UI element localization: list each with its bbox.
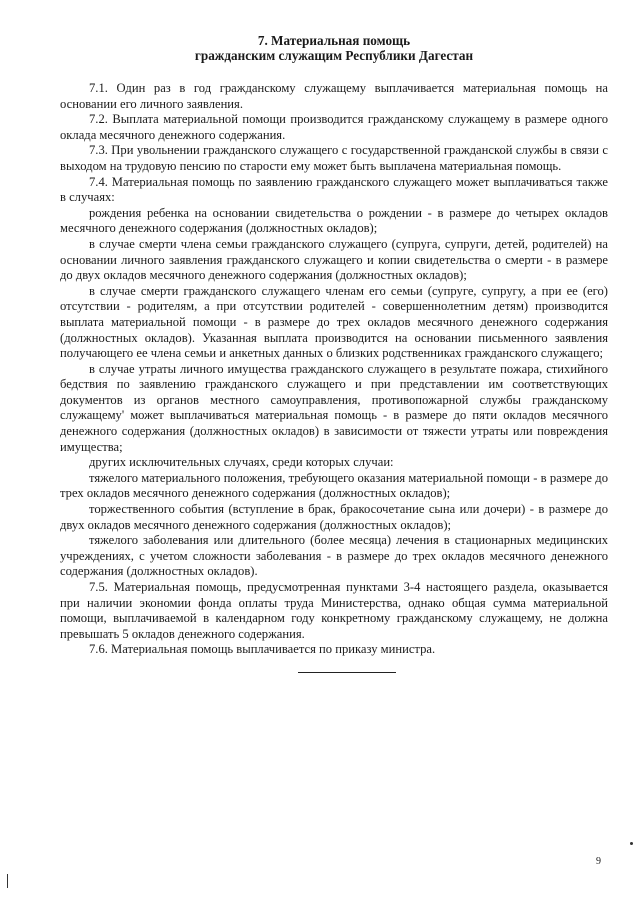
scan-mark-right bbox=[630, 842, 633, 845]
section-title-line-1: 7. Материальная помощь bbox=[257, 33, 411, 48]
scan-mark-left bbox=[7, 874, 8, 888]
paragraph-case-hardship: тяжелого материального положения, требующего оказания материальной помощи - в размере до трех окладов месячного денежного содержания (должностных окладов); bbox=[60, 470, 608, 501]
paragraph-case-celebration: торжественного события (вступление в брак, бракосочетание сына или дочери) - в размере до двух окладов месячного денежного содержания (должностных окладов); bbox=[60, 502, 608, 532]
paragraph-case-property-loss: в случае утраты личного имущества гражданского служащего в результате пожара, стихийного бедствия по заявлению гражданского служащего и при представлении им соответствующих документов из органов местного самоуправления, противопожарной службы гражданскому служащему' может выплачиваться материальная помощь - в размере до пяти окладов месячного денежного содержания (должностных окладов) в зависимости от тяжести утраты или повреждения имущества; bbox=[60, 361, 608, 454]
paragraph-7-1: 7.1. Один раз в год гражданскому служащему выплачивается материальная помощь на основании его личного заявления. bbox=[60, 81, 608, 111]
paragraph-7-4: 7.4. Материальная помощь по заявлению гражданского служащего может выплачиваться также в случаях: bbox=[60, 174, 608, 205]
paragraph-7-3: 7.3. При увольнении гражданского служащего с государственной гражданской службы в связи с выходом на трудовую пенсию по старости ему может быть выплачена материальная помощь. bbox=[60, 143, 608, 173]
section-title-line-2: гражданским служащим Республики Дагестан bbox=[194, 48, 474, 63]
paragraph-case-exceptional: других исключительных случаях, среди которых случаи: bbox=[89, 455, 394, 470]
paragraph-case-employee-death: в случае смерти гражданского служащего членам его семьи (супруге, супругу, а при ее (его) отсутствии - родителям, а при отсутствии родителей - совершеннолетним детям) производится выплата материальной помощи - в размере до трех окладов месячного денежного содержания (должностных окладов). Указанная выплата производится на основании письменного заявления получающего ее члена семьи и анкетных данных о близких родственниках гражданского служащего; bbox=[60, 283, 608, 361]
paragraph-case-illness: тяжелого заболевания или длительного (более месяца) лечения в стационарных медицинских учреждениях, с учетом сложности заболевания - в размере до трех окладов месячного денежного содержания (должностных окладов). bbox=[60, 533, 608, 579]
section-title bbox=[60, 33, 608, 63]
end-divider bbox=[298, 672, 396, 673]
paragraph-7-5: 7.5. Материальная помощь, предусмотренная пунктами 3-4 настоящего раздела, оказывается при наличии экономии фонда оплаты труда Министерства, однако общая сумма материальной помощи, выплачиваемой в календарном году конкретному гражданскому служащему, не должна превышать 5 окладов денежного содержания. bbox=[60, 580, 608, 641]
paragraph-case-family-death: в случае смерти члена семьи гражданского служащего (супруга, супруги, детей, родителей) на основании личного заявления гражданского служащего и копии свидетельства о смерти - в размере до двух окладов месячного денежного содержания (должностных окладов); bbox=[60, 236, 608, 283]
document-page bbox=[60, 33, 608, 673]
document-body bbox=[60, 81, 608, 658]
paragraph-7-2: 7.2. Выплата материальной помощи производится гражданскому служащему в размере одного оклада месячного денежного содержания. bbox=[60, 112, 608, 142]
paragraph-case-birth: рождения ребенка на основании свидетельства о рождении - в размере до четырех окладов месячного денежного содержания (должностных окладов); bbox=[60, 205, 608, 236]
paragraph-7-6: 7.6. Материальная помощь выплачивается по приказу министра. bbox=[89, 642, 436, 657]
page-number: 9 bbox=[596, 856, 601, 867]
